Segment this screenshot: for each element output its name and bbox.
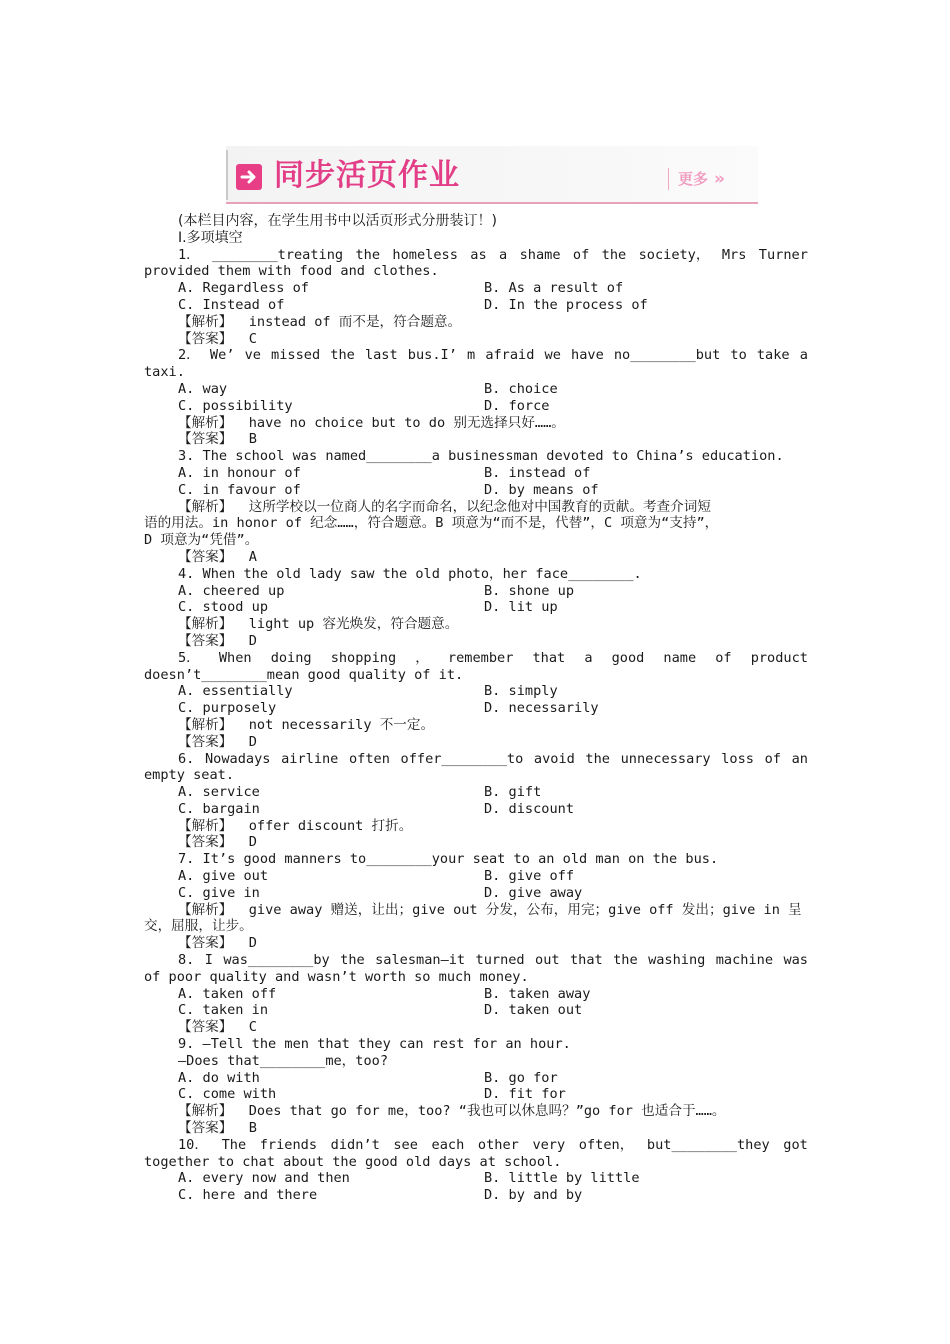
banner-title: 同步活页作业 — [274, 158, 460, 193]
option-c: C. give in — [178, 884, 260, 901]
option-d: D. necessarily — [484, 700, 599, 717]
q2-options-cd — [144, 398, 808, 415]
option-d: D. by and by — [484, 1187, 583, 1204]
option-c: C. Instead of — [178, 296, 285, 313]
q3-analysis-line3: D 项意为“凭借”。 — [144, 532, 259, 549]
more-link[interactable]: 更多 — [678, 170, 709, 188]
option-a: A. essentially — [178, 683, 293, 700]
option-d: D. In the process of — [484, 296, 648, 313]
q7-analysis-line1: 【解析】 give away 赠送，让出；give out 分发，公布，用完；give off 发出；give in 呈 — [178, 901, 802, 918]
q8-stem-line1: 8. I was________by the salesman—it turned out that the washing machine was — [178, 952, 808, 969]
option-c: C. here and there — [178, 1187, 318, 1204]
option-a: A. Regardless of — [178, 280, 309, 297]
option-b: B. gift — [484, 784, 542, 801]
option-b: B. little by little — [484, 1170, 640, 1187]
q2-analysis: 【解析】 have no choice but to do 别无选择只好……。 — [178, 414, 565, 431]
instruction-note: (本栏目内容，在学生用书中以活页形式分册装订！) — [178, 213, 497, 229]
q5-options-ab — [144, 683, 808, 700]
q7-stem-line1: 7. It’s good manners to________your seat to an old man on the bus. — [178, 851, 719, 868]
option-b: B. As a result of — [484, 280, 624, 297]
q2-stem-line1: 2． We’ ve missed the last bus.I’ m afraid we have no________but to take a — [178, 347, 808, 364]
q6-stem-line2: empty seat. — [144, 767, 235, 784]
q8-answer: 【答案】 C — [178, 1019, 257, 1036]
q8-options-ab — [144, 986, 808, 1003]
option-d: D. taken out — [484, 1002, 583, 1019]
q1-options-cd — [144, 297, 808, 314]
option-b: B. instead of — [484, 464, 591, 481]
q9-options-ab — [144, 1070, 808, 1087]
q2-options-ab — [144, 381, 808, 398]
q10-options-ab — [144, 1170, 808, 1187]
q6-options-cd — [144, 801, 808, 818]
q6-analysis: 【解析】 offer discount 打折。 — [178, 817, 413, 834]
arrow-right-icon — [236, 164, 262, 190]
option-b: B. simply — [484, 683, 558, 700]
option-a: A. every now and then — [178, 1170, 350, 1187]
option-c: C. stood up — [178, 599, 269, 616]
q1-answer: 【答案】 C — [178, 330, 257, 347]
option-c: C. come with — [178, 1086, 277, 1103]
q1-stem-line2: provided them with food and clothes. — [144, 263, 439, 280]
option-d: D. discount — [484, 800, 575, 817]
q5-stem-line1: 5． When doing shopping ， remember that a good name of product — [178, 649, 808, 666]
q9-stem-line2: —Does that________me，too? — [178, 1052, 389, 1069]
double-chevron-right-icon[interactable]: » — [714, 169, 722, 189]
q3-stem-line1: 3. The school was named________a businessman devoted to China’s education. — [178, 448, 784, 465]
q9-options-cd — [144, 1086, 808, 1103]
q7-answer: 【答案】 D — [178, 935, 257, 952]
q3-analysis-line2: 语的用法。in honor of 纪念……，符合题意。B 项意为“而不是，代替”，C 项意为“支持”， — [144, 515, 719, 532]
section-heading: Ⅰ.多项填空 — [178, 229, 243, 246]
q3-analysis-line1: 【解析】 这所学校以一位商人的名字而命名，以纪念他对中国教育的贡献。考查介词短 — [178, 498, 711, 515]
option-d: D. fit for — [484, 1086, 566, 1103]
exercise-content — [144, 213, 808, 1204]
option-a: A. give out — [178, 868, 269, 885]
q5-stem-line2: doesn’t________mean good quality of it. — [144, 666, 464, 683]
option-b: B. choice — [484, 380, 558, 397]
option-c: C. bargain — [178, 800, 260, 817]
q8-stem-line2: of poor quality and wasn’t worth so much money. — [144, 968, 529, 985]
q1-analysis: 【解析】 instead of 而不是，符合题意。 — [178, 313, 462, 330]
q10-options-cd — [144, 1187, 808, 1204]
q2-answer: 【答案】 B — [178, 431, 257, 448]
q10-stem-line2: together to chat about the good old days at school. — [144, 1153, 562, 1170]
option-a: A. cheered up — [178, 582, 285, 599]
option-d: D. lit up — [484, 599, 558, 616]
q2-stem-line2: taxi. — [144, 364, 185, 381]
q9-analysis: 【解析】 Does that go for me，too? “我也可以休息吗？”go for 也适合于……。 — [178, 1103, 726, 1120]
section-banner — [226, 146, 758, 204]
q3-options-ab — [144, 465, 808, 482]
q7-options-ab — [144, 868, 808, 885]
option-a: A. do with — [178, 1069, 260, 1086]
option-b: B. shone up — [484, 582, 575, 599]
q4-stem-line1: 4. When the old lady saw the old photo，her face________. — [178, 565, 642, 582]
q6-options-ab — [144, 784, 808, 801]
q1-options-ab — [144, 280, 808, 297]
option-a: A. service — [178, 784, 260, 801]
q4-answer: 【答案】 D — [178, 632, 257, 649]
q1-stem-line1: 1． ________treating the homeless as a shame of the society， Mrs Turner — [178, 246, 808, 263]
q5-analysis: 【解析】 not necessarily 不一定。 — [178, 716, 435, 733]
q8-options-cd — [144, 1002, 808, 1019]
option-b: B. go for — [484, 1069, 558, 1086]
q9-stem-line1: 9. —Tell the men that they can rest for an hour. — [178, 1036, 571, 1053]
banner-separator — [668, 168, 669, 190]
q7-options-cd — [144, 885, 808, 902]
q7-analysis-line2: 交，屈服，让步。 — [144, 918, 253, 935]
option-a: A. taken off — [178, 985, 277, 1002]
option-c: C. possibility — [178, 397, 293, 414]
option-d: D. force — [484, 397, 550, 414]
q3-options-cd — [144, 482, 808, 499]
q3-answer: 【答案】 A — [178, 548, 257, 565]
q6-stem-line1: 6. Nowadays airline often offer________to avoid the unnecessary loss of an — [178, 750, 808, 767]
option-a: A. way — [178, 380, 228, 397]
q4-options-cd — [144, 599, 808, 616]
q10-stem-line1: 10． The friends didn’t see each other very often， but________they got — [178, 1136, 808, 1153]
q5-answer: 【答案】 D — [178, 733, 257, 750]
option-c: C. in favour of — [178, 481, 301, 498]
option-a: A. in honour of — [178, 464, 301, 481]
q4-analysis: 【解析】 light up 容光焕发，符合题意。 — [178, 616, 459, 633]
q9-answer: 【答案】 B — [178, 1120, 257, 1137]
q6-answer: 【答案】 D — [178, 834, 257, 851]
q4-options-ab — [144, 583, 808, 600]
option-b: B. taken away — [484, 985, 591, 1002]
q5-options-cd — [144, 700, 808, 717]
option-d: D. by means of — [484, 481, 599, 498]
banner-left-bar — [226, 150, 228, 200]
option-d: D. give away — [484, 884, 583, 901]
option-c: C. taken in — [178, 1002, 269, 1019]
option-c: C. purposely — [178, 700, 277, 717]
option-b: B. give off — [484, 868, 575, 885]
